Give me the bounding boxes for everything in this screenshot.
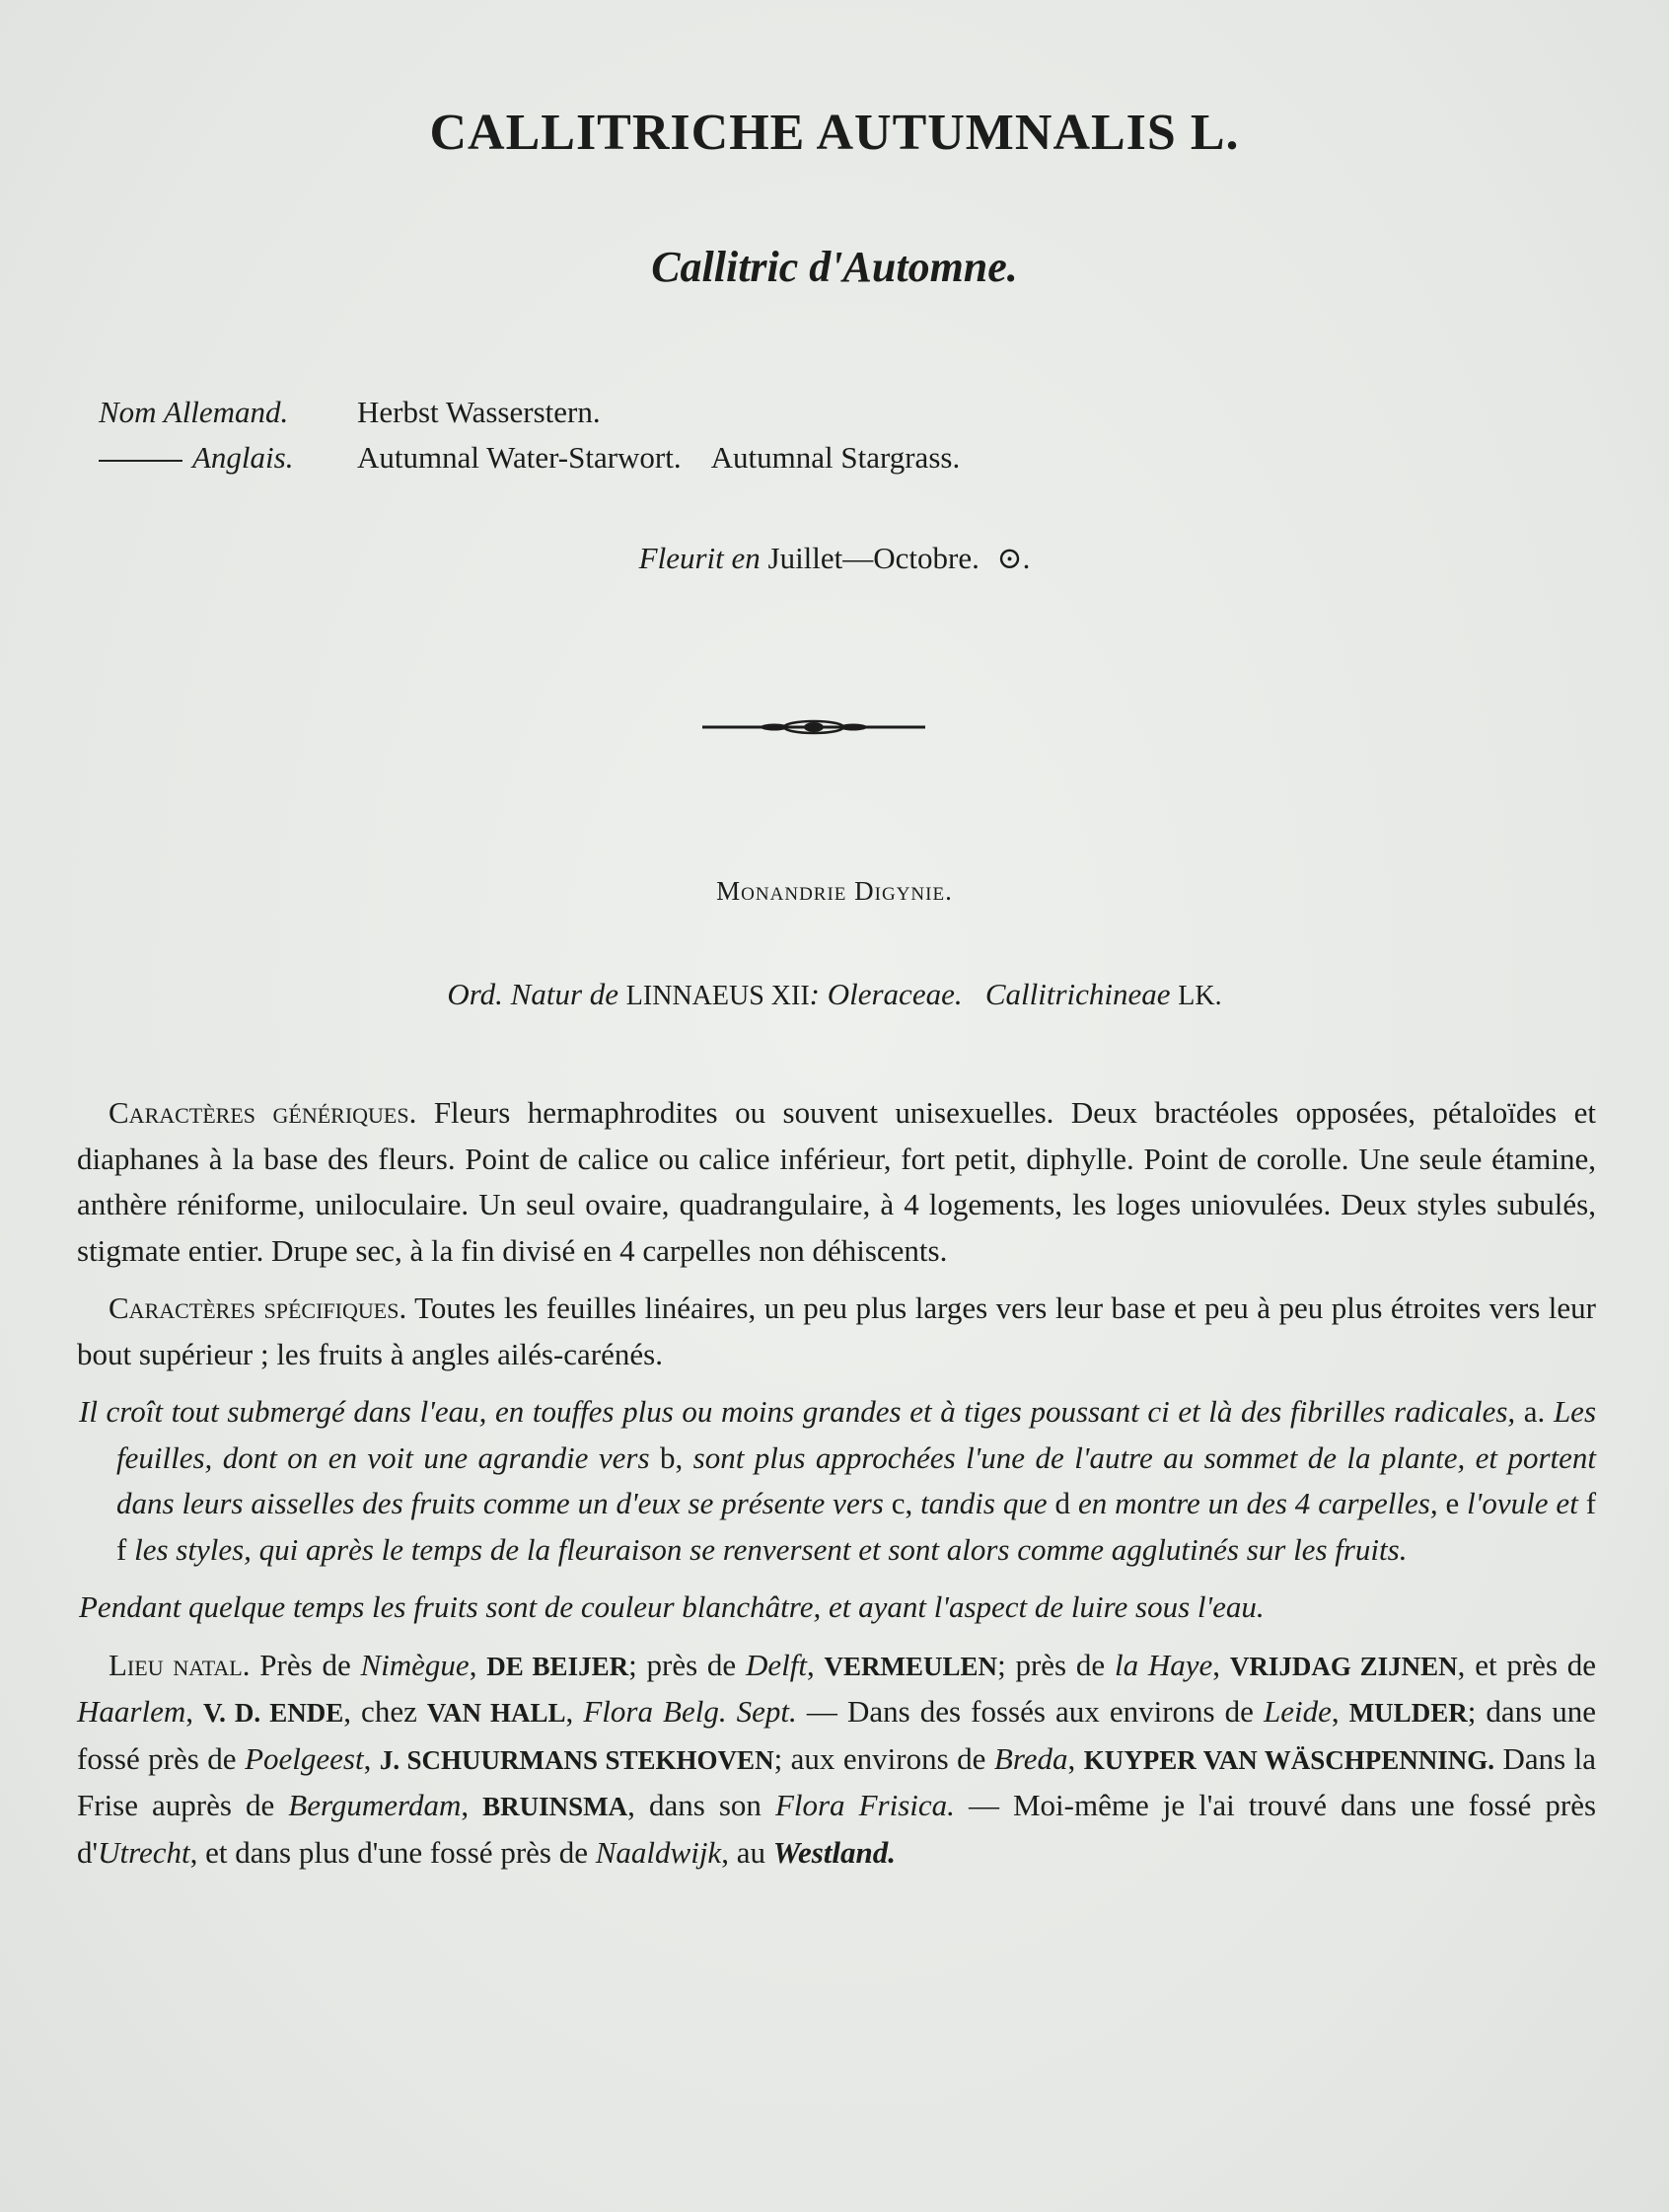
figure-ref-ff: f f: [116, 1486, 1597, 1567]
annual-symbol: ⊙.: [996, 541, 1031, 575]
habitat-text: , et près de: [1457, 1647, 1597, 1682]
figure-ref-d: d: [1054, 1486, 1071, 1520]
plant-description: [77, 1389, 1596, 1573]
page-subtitle: Callitric d'Automne.: [651, 243, 1018, 291]
habitat-text: , au: [721, 1834, 765, 1870]
description-body: [77, 1090, 1596, 1887]
place-name: Breda: [993, 1740, 1068, 1776]
ditto-dash: [99, 460, 182, 462]
generic-label: Caractères génériques.: [109, 1095, 417, 1130]
collector-name: BRUINSMA: [482, 1792, 628, 1821]
page-title: CALLITRICHE AUTUMNALIS L.: [429, 105, 1240, 161]
collector-name: VRIJDAG ZIJNEN: [1229, 1651, 1458, 1681]
habitat-text: ; près de: [628, 1647, 737, 1682]
habitat-text: , chez: [343, 1694, 417, 1729]
figure-ref-e: e: [1445, 1486, 1460, 1520]
german-name-value: Herbst Wasserstern.: [357, 395, 601, 429]
specific-text: Toutes les feuilles linéaires, un peu plus larges vers leur base et peu à peu plus étroites vers leur bout supérieur ; les fruits à angles ailés-carénés.: [77, 1290, 1597, 1371]
specific-label: Caractères spécifiques.: [109, 1290, 407, 1325]
habitat: Lieu natal. Près de Nimègue, DE BEIJER; près de Delft, VERMEULEN; près de la Haye, VRIJDAG ZIJNEN, et près de Haarlem, V. D. ENDE, chez VAN HALL, Flora Belg. Sept. — Dans des fossés aux environs de Leide, MULDER; dans une fossé près de Poelgeest, J. SCHUURMANS STEKHOVEN; aux environs de Breda, KUYPER VAN WÄSCHPENNING. Dans la Frise auprès de Bergumerdam, BRUINSMA, dans son Flora Frisica. — Moi-même je l'ai trouvé dans une fossé près d'Utrecht, et dans plus d'une fossé près de Naaldwijk, au Westland.: [77, 1647, 1597, 1870]
generic-characters: [77, 1090, 1596, 1274]
figure-ref-c: c,: [891, 1486, 913, 1520]
desc-part-7: les styles, qui après le temps de la fleuraison se renversent et sont alors comme agglutinés sur les fruits.: [134, 1531, 1408, 1567]
collector-name: KUYPER VAN WÄSCHPENNING.: [1083, 1744, 1494, 1775]
order-author: LINNAEUS XII: [625, 981, 810, 1011]
english-name-row: [99, 440, 960, 485]
generic-text: Fleurs hermaphrodites ou souvent unisexuelles. Deux bractéoles opposées, pétaloïdes et diaphanes à la base des fleurs. Point de calice ou calice inférieur, fort petit, diphylle. Point de corolle. Une seule étamine, anthère réniforme, uniloculaire. Un seul ovaire, quadrangulaire, à 4 logements, les loges uniovulées. Deux styles subulés, stigmate entier. Drupe sec, à la fin divisé en 4 carpelles non déhiscents.: [77, 1095, 1596, 1268]
collector-name: V. D. ENDE: [203, 1698, 344, 1728]
flowering-months: Juillet—Octobre.: [767, 541, 980, 575]
order-family-2-author: LK.: [1178, 981, 1222, 1011]
place-name: Leide: [1264, 1694, 1332, 1729]
linnaean-class: Monandrie Digynie.: [716, 876, 953, 906]
place-name: Delft: [746, 1647, 807, 1682]
english-name-value-2: Autumnal Stargrass.: [710, 440, 961, 475]
habitat-text: ; dans une fossé près de: [77, 1694, 1597, 1776]
german-name-row: [99, 395, 960, 440]
desc-part-2: Les feuilles, dont on en voit une agrandie vers: [116, 1394, 1597, 1475]
english-name-value-1: Autumnal Water-Starwort.: [357, 440, 682, 475]
english-name-label: Anglais.: [192, 440, 294, 475]
place-name: la Haye: [1114, 1647, 1213, 1682]
order-prefix: Ord. Natur de: [447, 977, 619, 1011]
collector-name: DE BEIJER: [486, 1651, 629, 1681]
habitat-text: Près de: [259, 1647, 351, 1682]
habitat-text: ; aux environs de: [773, 1740, 986, 1776]
place-name: Bergumerdam: [288, 1788, 462, 1822]
desc-part-6: l'ovule et: [1467, 1486, 1578, 1520]
place-name: Haarlem: [77, 1694, 186, 1729]
desc-part-3: sont plus approchées l'une de l'autre au sommet de la plante, et portent dans leurs aisselles des fruits comme un d'eux se présente vers: [116, 1439, 1597, 1520]
habitat-text: , dans son: [627, 1788, 762, 1822]
habitat-label: Lieu natal.: [109, 1647, 251, 1682]
book-title: Flora Frisica.: [774, 1788, 955, 1822]
desc-part-4: tandis que: [920, 1486, 1048, 1520]
flowering-period: [0, 541, 1669, 576]
place-name: Poelgeest: [245, 1740, 364, 1776]
habitat-text: Dans la Frise auprès de: [77, 1740, 1597, 1822]
fruit-description: Pendant quelque temps les fruits sont de couleur blanchâtre, et ayant l'aspect de luire sous l'eau.: [79, 1589, 1265, 1624]
habitat-text: — Dans des fossés aux environs de: [806, 1694, 1254, 1729]
collector-name: MULDER: [1348, 1698, 1468, 1728]
collector-name: VERMEULEN: [824, 1651, 998, 1681]
natural-order: Ord. Natur de LINNAEUS XII: Oleraceae. Callitrichineae LK.: [447, 977, 1222, 1011]
german-name-label: Nom Allemand.: [99, 395, 289, 429]
place-name: Naaldwijk: [595, 1834, 722, 1870]
order-family: Oleraceae.: [827, 977, 963, 1011]
place-name: Westland.: [772, 1834, 897, 1870]
collector-name: VAN HALL: [426, 1698, 566, 1728]
desc-part-5: en montre un des 4 carpelles,: [1077, 1486, 1438, 1520]
place-name: Utrecht: [98, 1834, 190, 1870]
habitat-text: ; près de: [997, 1647, 1106, 1682]
book-title: Flora Belg. Sept.: [583, 1694, 797, 1729]
ornament-divider-icon: [700, 716, 927, 738]
collector-name: J. SCHUURMANS STEKHOVEN: [379, 1744, 774, 1775]
specific-characters: [77, 1286, 1596, 1377]
figure-ref-a: a.: [1523, 1394, 1546, 1429]
desc-part-1: Il croît tout submergé dans l'eau, en touffes plus ou moins grandes et à tiges poussant ci et là des fibrilles radicales,: [79, 1394, 1516, 1429]
flowering-prefix: Fleurit en: [638, 541, 761, 575]
figure-ref-b: b,: [659, 1439, 684, 1475]
place-name: Nimègue: [360, 1647, 470, 1682]
habitat-text: , et dans plus d'une fossé près de: [189, 1834, 588, 1870]
habitat-text: — Moi-même je l'ai trouvé dans une fossé près d': [77, 1788, 1597, 1870]
order-family-2: Callitrichineae: [984, 977, 1171, 1011]
common-names: [99, 395, 960, 485]
